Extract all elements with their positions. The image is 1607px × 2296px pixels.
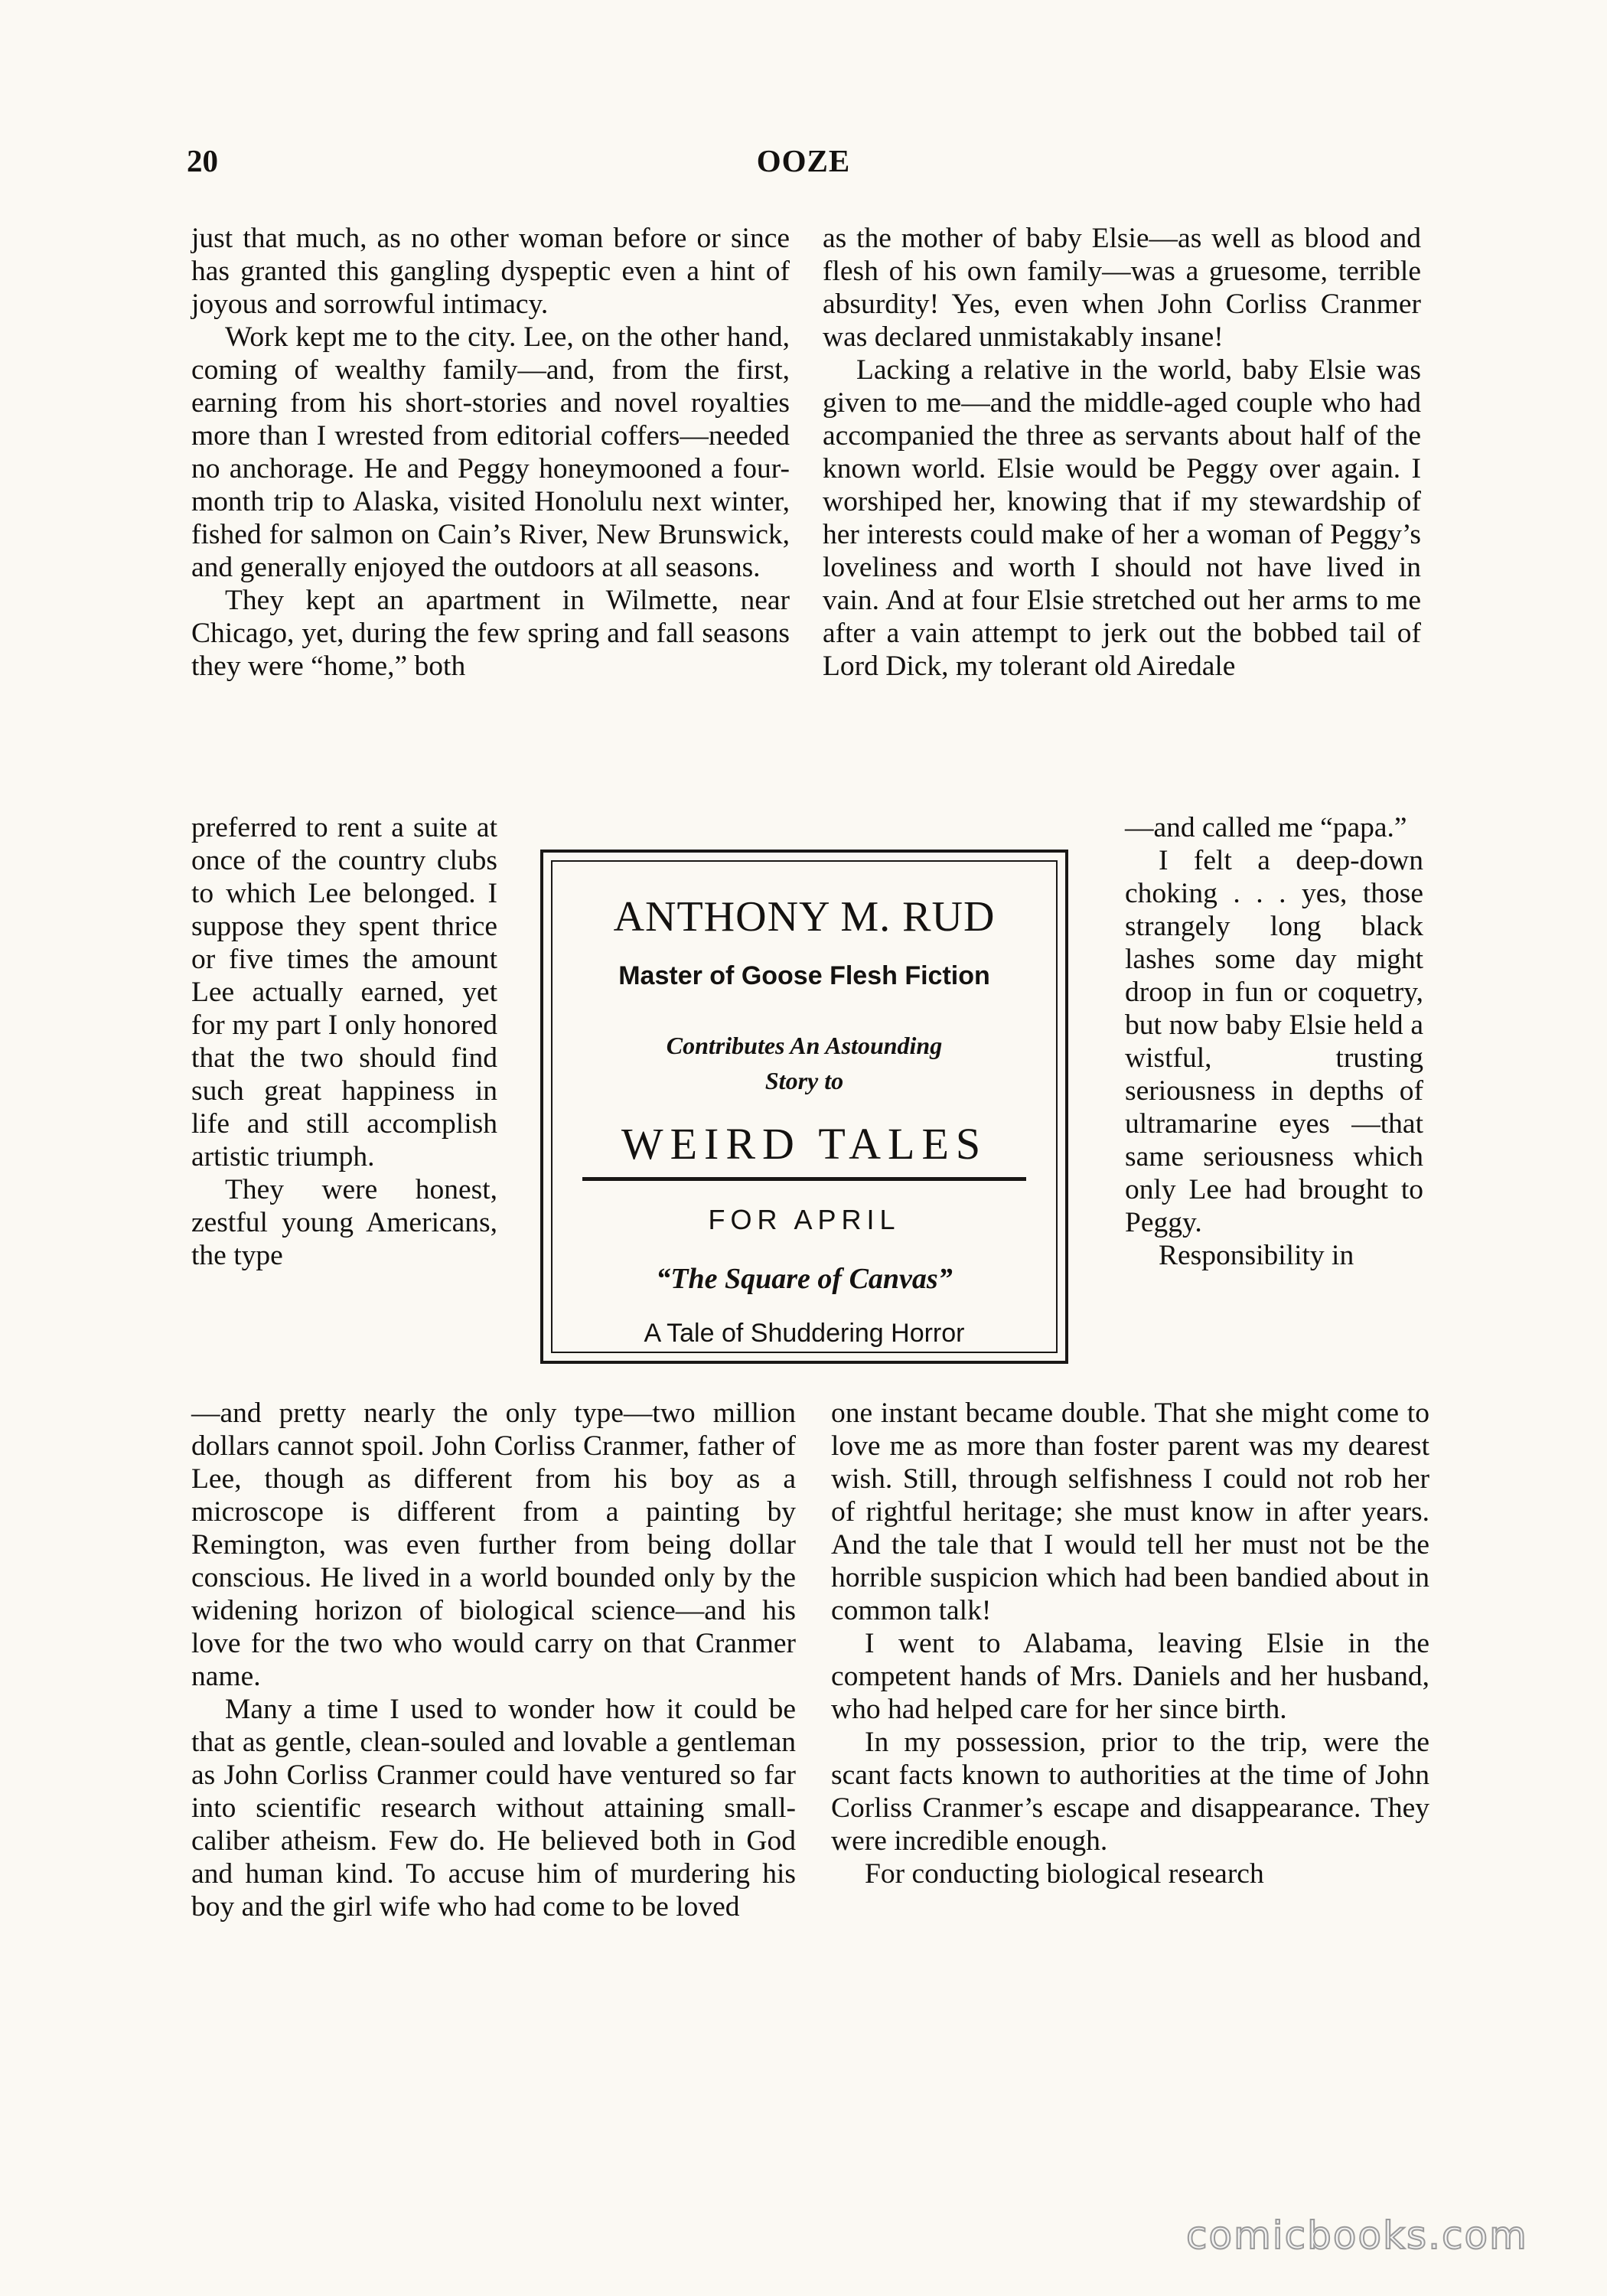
right-column-bottom <box>831 1397 1429 1890</box>
ad-story-to-text: Story to <box>764 1067 844 1094</box>
ad-contributes-text: Contributes An Astounding <box>666 1032 943 1059</box>
paragraph: Lacking a relative in the world, baby Elsie was given to me—and the middle-aged couple who had accompanied the three as servants about half of the known world. Elsie would be Peggy over again. I worshiped her, knowing that if my stewardship of her interests could make of her a woman of Peggy’s loveliness and worth I should not have lived in vain. And at four Elsie stretched out her arms to me after a vain attempt to jerk out the bobbed tail of Lord Dick, my tolerant old Airedale <box>823 354 1421 682</box>
left-column-beside-ad <box>191 811 497 1272</box>
ad-story-title: “The Square of Canvas” <box>656 1263 953 1295</box>
ad-divider <box>582 1177 1025 1181</box>
paragraph: —and pretty nearly the only type—two million dollars cannot spoil. John Corliss Cranmer, father of Lee, though as different from his boy as a microscope is different from a painting by Remington, was even further from being dollar conscious. He lived in a world bounded only by the widening horizon of biological science—and his love for the two who would carry on that Cranmer name. <box>191 1397 796 1692</box>
paragraph: I felt a deep-down choking . . . yes, those strangely long black lashes some day might droop in fun or coquetry, but now baby Elsie held a wistful, trusting seriousness in depths of ultramarine eyes —that same seriousness which only Lee had brought to Peggy. <box>1125 845 1423 1238</box>
paragraph: Work kept me to the city. Lee, on the other hand, coming of wealthy family—and, from the first, earning from his short-stories and novel royalties more than I wrested from editorial coffers—needed no anchorage. He and Peggy honeymooned a four-month trip to Alaska, visited Honolulu next winter, fished for salmon on Cain’s River, New Brunswick, and generally enjoyed the outdoors at all seasons. <box>191 321 790 583</box>
watermark: comicbooks.com <box>1186 2213 1528 2258</box>
paragraph: For conducting biological research <box>865 1858 1264 1890</box>
paragraph: —and called me “papa.” <box>1125 812 1407 843</box>
ad-issue: FOR APRIL <box>708 1204 901 1235</box>
paragraph: Responsibility in <box>1159 1240 1354 1271</box>
right-column-beside-ad <box>1125 811 1423 1272</box>
ad-contributes-line <box>553 1028 1056 1098</box>
ad-subtitle: Master of Goose Flesh Fiction <box>618 961 990 990</box>
ad-magazine-name: WEIRD TALES <box>621 1119 988 1169</box>
ad-tagline: A Tale of Shuddering Horror <box>644 1319 965 1348</box>
advertisement-inner-frame <box>551 860 1058 1353</box>
ad-author-name: ANTHONY M. RUD <box>613 893 996 941</box>
page-number: 20 <box>187 143 218 178</box>
paragraph: as the mother of baby Elsie—as well as blood and flesh of his own family—was a gruesome, terrible absurdity! Yes, even when John Corliss Cranmer was declared unmistakably insane! <box>823 223 1421 353</box>
paragraph: I went to Alabama, leaving Elsie in the competent hands of Mrs. Daniels and her husband, who had helped care for her since birth. <box>831 1628 1429 1725</box>
paragraph: In my possession, prior to the trip, were the scant facts known to authorities at the time of John Corliss Cranmer’s escape and disappearance. They were incredible enough. <box>831 1727 1429 1857</box>
paragraph: just that much, as no other woman before or since has granted this gangling dyspeptic even a hint of joyous and sorrowful intimacy. <box>191 223 790 320</box>
paragraph: one instant became double. That she might come to love me as more than foster parent was my dearest wish. Still, through selfishness I could not rob her of rightful heritage; she must know in after years. And the tale that I would tell her must not be the horrible suspicion which had been bandied about in common talk! <box>831 1397 1429 1626</box>
paragraph: They kept an apartment in Wilmette, near Chicago, yet, during the few spring and fall seasons they were “home,” both <box>191 585 790 682</box>
paragraph: They were honest, zestful young Americans, the type <box>191 1174 497 1271</box>
left-column-top <box>191 222 790 683</box>
advertisement-box <box>540 850 1068 1364</box>
left-column-bottom <box>191 1397 796 1923</box>
paragraph: preferred to rent a suite at once of the country clubs to which Lee belonged. I suppose they spent thrice or five times the amount Lee actually earned, yet for my part I only honored that the two should find such great happiness in life and still accomplish artistic triumph. <box>191 812 497 1172</box>
paragraph: Many a time I used to wonder how it could be that as gentle, clean-souled and lovable a gentleman as John Corliss Cranmer could have ventured so far into scientific research without attaining small-caliber atheism. Few do. He believed both in God and human kind. To accuse him of murdering his boy and the girl wife who had come to be loved <box>191 1694 796 1923</box>
running-title: OOZE <box>756 143 851 178</box>
right-column-top <box>823 222 1421 683</box>
